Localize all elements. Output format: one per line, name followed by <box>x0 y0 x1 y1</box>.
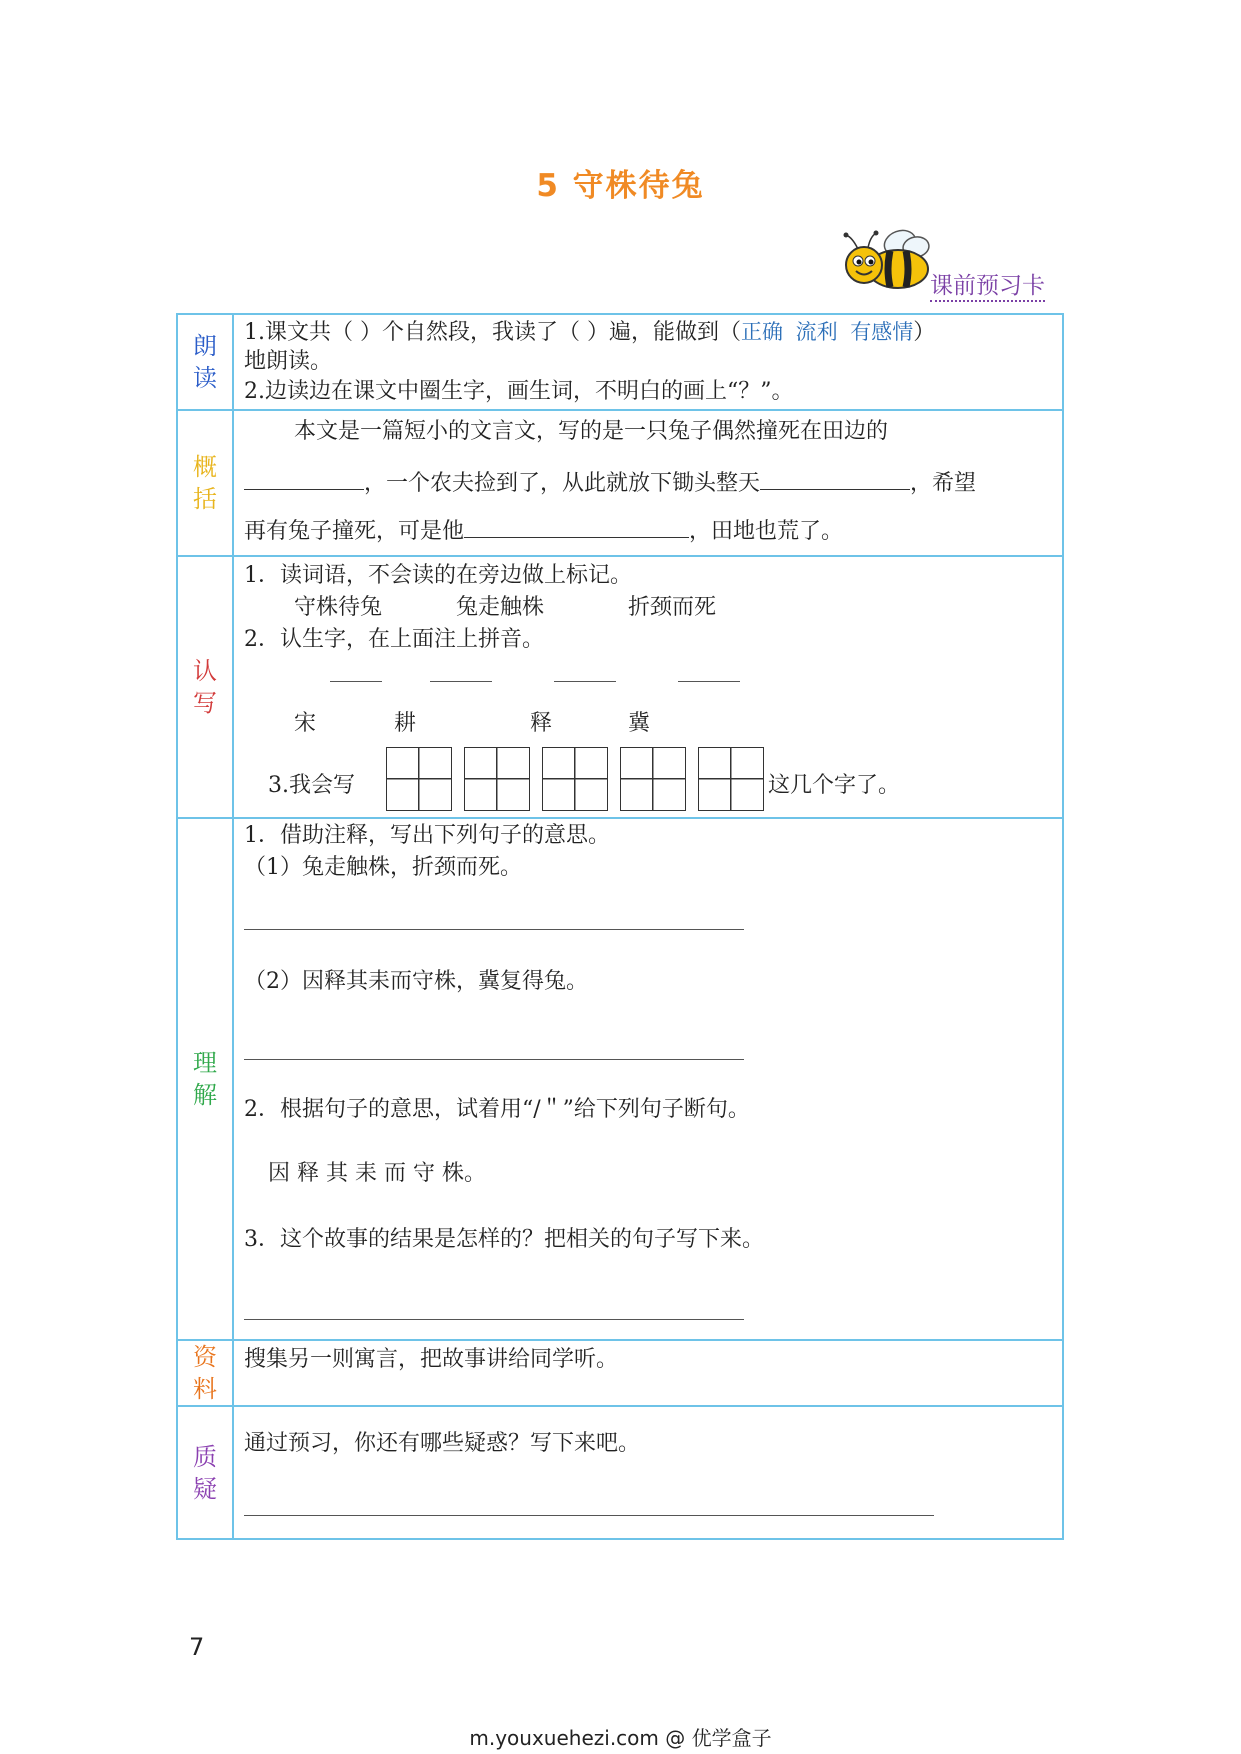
char-item: 释 <box>530 711 553 736</box>
bee-icon <box>838 225 938 297</box>
preview-table <box>176 313 1064 1540</box>
footer-source: m.youxuehezi.com @ 优学盒子 <box>469 1726 772 1750</box>
writing-grid[interactable] <box>464 747 530 811</box>
section-label-langdu: 朗 读 <box>178 315 234 409</box>
blank-field[interactable] <box>464 513 689 538</box>
section-content-zhiyi: 通过预习，你还有哪些疑惑？写下来吧。 <box>244 1407 1052 1538</box>
section-label-gaikuo: 概 括 <box>178 411 234 555</box>
writing-grid[interactable] <box>620 747 686 811</box>
pinyin-blank[interactable] <box>678 681 740 682</box>
pinyin-blank[interactable] <box>430 681 492 682</box>
section-renxie <box>178 557 1062 819</box>
section-zhiyi <box>178 1407 1062 1538</box>
section-content-ziliao: 搜集另一则寓言，把故事讲给同学听。 <box>244 1347 619 1372</box>
section-content-lijie: 1．借助注释，写出下列句子的意思。 （1）兔走触株，折颈而死。 （2）因释其耒而守株，冀复得兔。 2．根据句子的意思，试着用“/＂”给下列句子断句。 因 释 其 耒 而 守 株。 3．这个故事的结果是怎样的？把相关的句子写下来。 <box>244 819 1052 1339</box>
char-item: 冀 <box>628 711 651 736</box>
pinyin-blank[interactable] <box>554 681 616 682</box>
answer-line[interactable] <box>244 929 744 930</box>
section-content-langdu: 1.课文共（ ）个自然段，我读了（ ）遍，能做到（正确 流利 有感情） 地朗读。 2.边读边在课文中圈生字，画生词，不明白的画上“？”。 <box>244 320 936 404</box>
section-ziliao <box>178 1341 1062 1407</box>
reading-options: 正确 流利 有感情 <box>740 320 914 344</box>
section-langdu <box>178 315 1062 411</box>
writing-grid[interactable] <box>386 747 452 811</box>
section-content-gaikuo: 本文是一篇短小的文言文，写的是一只兔子偶然撞死在田边的 ，一个农夫捡到了，从此就放下锄头整天 ，希望 再有兔子撞死，可是他 ，田地也荒了。 <box>244 419 977 544</box>
answer-line[interactable] <box>244 1515 934 1516</box>
char-item: 耕 <box>394 711 417 736</box>
section-label-lijie: 理 解 <box>178 819 234 1339</box>
section-label-renxie: 认 写 <box>178 557 234 817</box>
segment-sentence: 因 释 其 耒 而 守 株。 <box>268 1161 486 1186</box>
section-gaikuo <box>178 411 1062 557</box>
answer-line[interactable] <box>244 1059 744 1060</box>
word-item: 折颈而死 <box>628 595 717 620</box>
word-item: 守株待兔 <box>294 595 383 620</box>
section-label-zhiyi: 质 疑 <box>178 1407 234 1538</box>
section-label-ziliao: 资 料 <box>178 1341 234 1405</box>
blank-field[interactable] <box>244 465 364 490</box>
preview-card-label: 课前预习卡 <box>930 272 1045 302</box>
section-lijie <box>178 819 1062 1341</box>
blank-field[interactable] <box>760 465 910 490</box>
word-item: 兔走触株 <box>456 595 545 620</box>
section-content-renxie: 1．读词语，不会读的在旁边做上标记。 守株待兔 兔走触株 折颈而死 2．认生字，在上面注上拼音。 宋 耕 释 冀 3.我会写 这几个字了。 <box>244 557 1052 817</box>
writing-grid[interactable] <box>542 747 608 811</box>
writing-grid[interactable] <box>698 747 764 811</box>
page-number: 7 <box>189 1633 205 1661</box>
char-item: 宋 <box>294 711 317 736</box>
answer-line[interactable] <box>244 1319 744 1320</box>
page-title: 5 守株待兔 <box>536 168 705 204</box>
pinyin-blank[interactable] <box>330 681 382 682</box>
